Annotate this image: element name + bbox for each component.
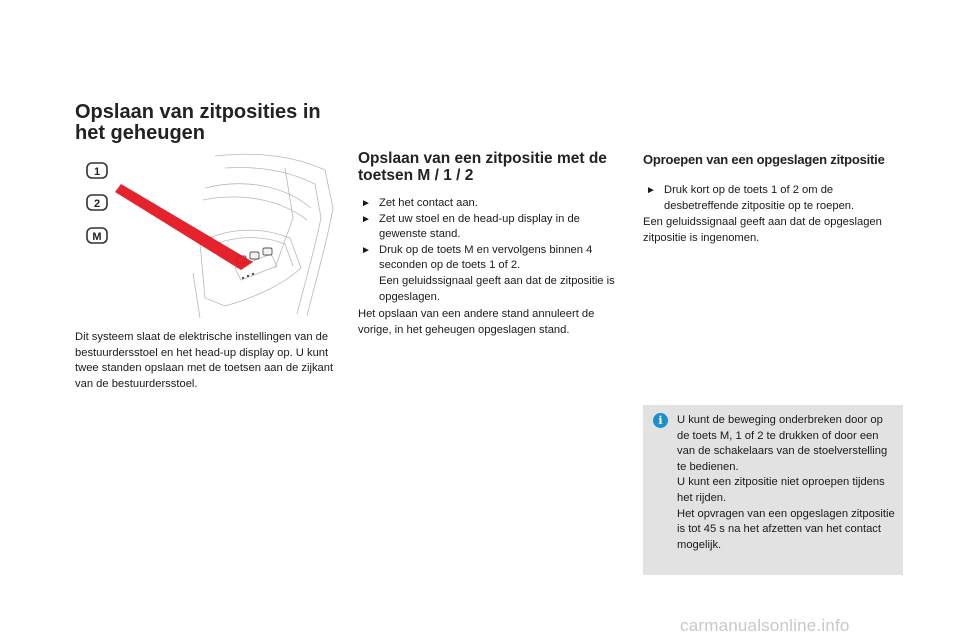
bullet-arrow-icon: ► xyxy=(361,244,371,256)
bullet-arrow-icon: ► xyxy=(361,198,371,209)
list-item: ► Druk op de toets M en vervolgens binnen 4 seconden op de toets 1 of 2. Een geluidssignaal geeft aan dat de zitpositie is opgeslagen. xyxy=(361,243,615,303)
seat-sketch xyxy=(193,154,333,318)
list-item: ► Druk kort op de toets 1 of 2 om de desbetreffende zitpositie op te roepen. xyxy=(646,184,855,212)
svg-text:M: M xyxy=(92,231,102,243)
info-icon: i xyxy=(653,413,668,428)
store-note: Het opslaan van een andere stand annuleert de vorige, in het geheugen opgeslagen stand. xyxy=(358,308,595,336)
info-box xyxy=(643,405,903,575)
svg-text:1: 1 xyxy=(93,166,101,178)
memory-button-m xyxy=(87,228,107,243)
recall-steps-list xyxy=(643,183,905,214)
bullet-arrow-icon: ► xyxy=(646,185,656,196)
svg-text:2: 2 xyxy=(93,198,101,210)
page-title: Opslaan van zitposities in het geheugen xyxy=(75,101,321,144)
memory-button-1 xyxy=(87,163,107,178)
list-item: ► Zet het contact aan. xyxy=(358,196,626,212)
store-heading: Opslaan van een zitpositie met de toetsen M / 1 / 2 xyxy=(358,150,607,184)
list-item: ► Zet uw stoel en de head-up display in de gewenste stand. xyxy=(361,212,580,241)
recall-note: Een geluidssignaal geeft aan dat de opgeslagen zitpositie is ingenomen. xyxy=(643,216,882,244)
watermark: carmanualsonline.info xyxy=(680,616,850,635)
seat-memory-illustration xyxy=(75,148,337,320)
info-text: U kunt de beweging onderbreken door op de toets M, 1 of 2 te drukken of door een van de schakelaars van de stoelverstelling te bedienen. U kunt een zitpositie niet oproepen tijdens het rijden. Het opvragen van een opgeslagen zitpositie is tot 45 s na het afzetten van het contact mogelijk. xyxy=(677,414,895,551)
intro-paragraph: Dit systeem slaat de elektrische instellingen van de bestuurdersstoel en het head-up display op. U kunt twee standen opslaan met de toetsen aan de zijkant van de bestuurdersstoel. xyxy=(75,331,334,390)
store-steps-list xyxy=(358,196,626,305)
memory-button-2 xyxy=(87,195,107,210)
bullet-arrow-icon: ► xyxy=(361,213,371,225)
recall-heading: Oproepen van een opgeslagen zitpositie xyxy=(643,152,885,167)
